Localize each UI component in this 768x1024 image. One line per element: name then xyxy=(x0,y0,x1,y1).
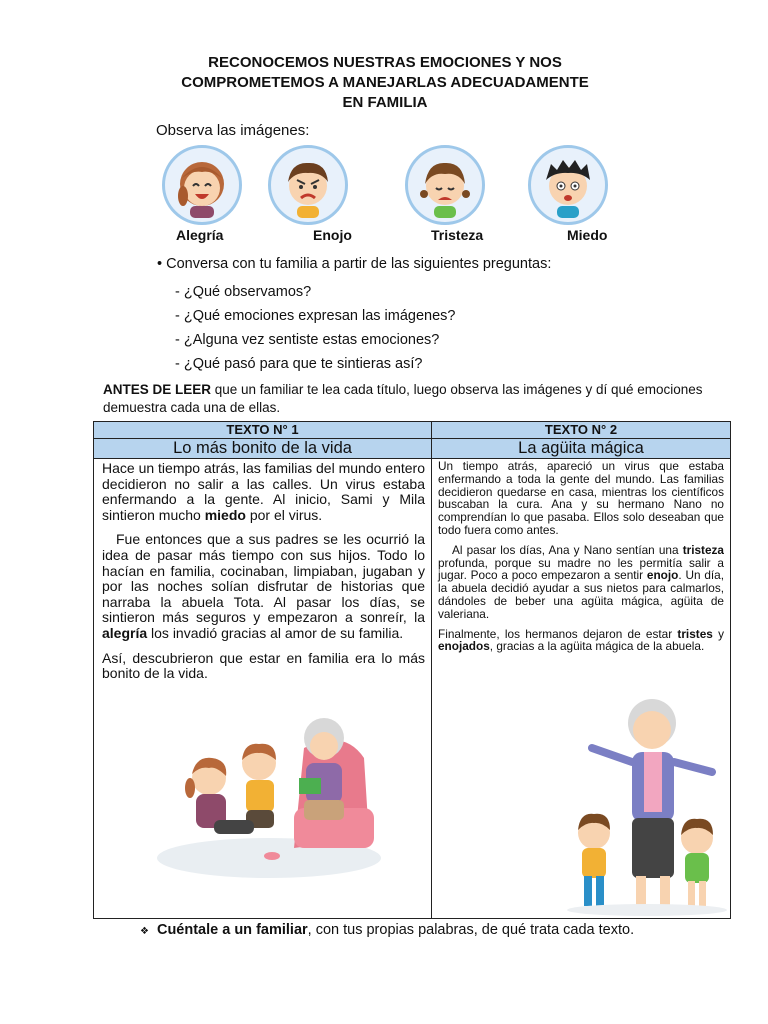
diamond-bullet-icon: ❖ xyxy=(140,926,149,937)
questions-lead: • Conversa con tu familia a partir de las siguientes preguntas: xyxy=(157,256,552,272)
question-item: - ¿Alguna vez sentiste estas emociones? xyxy=(175,332,440,348)
texto2-title: La agüita mágica xyxy=(432,439,731,459)
antes-de-leer-instruction: ANTES DE LEER que un familiar te lea cada título, luego observa las imágenes y dí qué emociones demuestra cada una de ellas. xyxy=(103,382,703,415)
emotion-label-alegria: Alegría xyxy=(176,227,224,243)
texts-table xyxy=(93,421,731,919)
question-item: - ¿Qué emociones expresan las imágenes? xyxy=(175,308,456,324)
sadness-face-icon xyxy=(405,145,485,225)
texto1-body xyxy=(94,459,432,919)
texto1-paragraph: Así, descubrieron que estar en familia era lo más bonito de la vida. xyxy=(102,649,425,682)
grandmother-children-illustration xyxy=(562,688,732,918)
question-item: - ¿Qué pasó para que te sintieras así? xyxy=(175,356,423,372)
emotion-label-miedo: Miedo xyxy=(567,227,608,243)
texto1-title: Lo más bonito de la vida xyxy=(94,439,432,459)
emotion-label-enojo: Enojo xyxy=(313,227,352,243)
page-title: RECONOCEMOS NUESTRAS EMOCIONES Y NOS COMPROMETEMOS A MANEJARLAS ADECUADAMENTE EN FAMILIA xyxy=(181,54,589,111)
texto1-label: TEXTO N° 1 xyxy=(94,422,432,439)
texto1-paragraph: Fue entonces que a sus padres se les ocurrió la idea de pasar más tiempo con sus hijos. Todo lo hacían en familia, cocinaban, limpiaban, jugaban y por las noches solían disfrutar de historias que narraba la abuela Tota. Al pasar los días, se sintieron más seguros y empezaron a sonreír, la alegría los invadió gracias al amor de su familia. xyxy=(102,531,425,641)
fear-face-icon xyxy=(528,145,608,225)
family-reading-illustration xyxy=(154,708,384,878)
final-instruction: ❖ Cuéntale a un familiar, con tus propias palabras, de qué trata cada texto. xyxy=(140,922,635,938)
texto1-paragraph: Hace un tiempo atrás, las familias del mundo entero decidieron no salir a las calles. Un virus estaba enfermando a la gente. Al inicio, Sami y Mila sintieron mucho miedo por el virus. xyxy=(102,460,425,523)
question-item: - ¿Qué observamos? xyxy=(175,284,312,300)
questions-block xyxy=(157,256,551,376)
anger-face-icon xyxy=(268,145,348,225)
texto2-label: TEXTO N° 2 xyxy=(432,422,731,439)
emotion-label-tristeza: Tristeza xyxy=(431,227,484,243)
texto2-paragraph: Al pasar los días, Ana y Nano sentían una tristeza profunda, porque su madre no les permitía salir a jugar. Poco a poco empezaron a sentir enojo. Un día, la abuela decidió ayudar a sus nietos para calmarlos, dándoles de beber una agüita mágica, agüita de valeriana. xyxy=(438,542,725,621)
texto2-body xyxy=(432,459,731,919)
joy-face-icon xyxy=(162,145,242,225)
texto2-paragraph: Un tiempo atrás, apareció un virus que estaba enfermando a toda la gente del mundo. Las familias decidieron quedarse en casa, mientras los científicos buscaban la cura. Ana y su hermano Nano no comprendían lo que pasaba. Ellos solo deseaban que todo fuera como antes. xyxy=(438,459,724,537)
texto2-paragraph: Finalmente, los hermanos dejaron de estar tristes y enojados, gracias a la agüita mágica de la abuela. xyxy=(438,626,724,654)
observe-instruction: Observa las imágenes: xyxy=(156,122,310,139)
